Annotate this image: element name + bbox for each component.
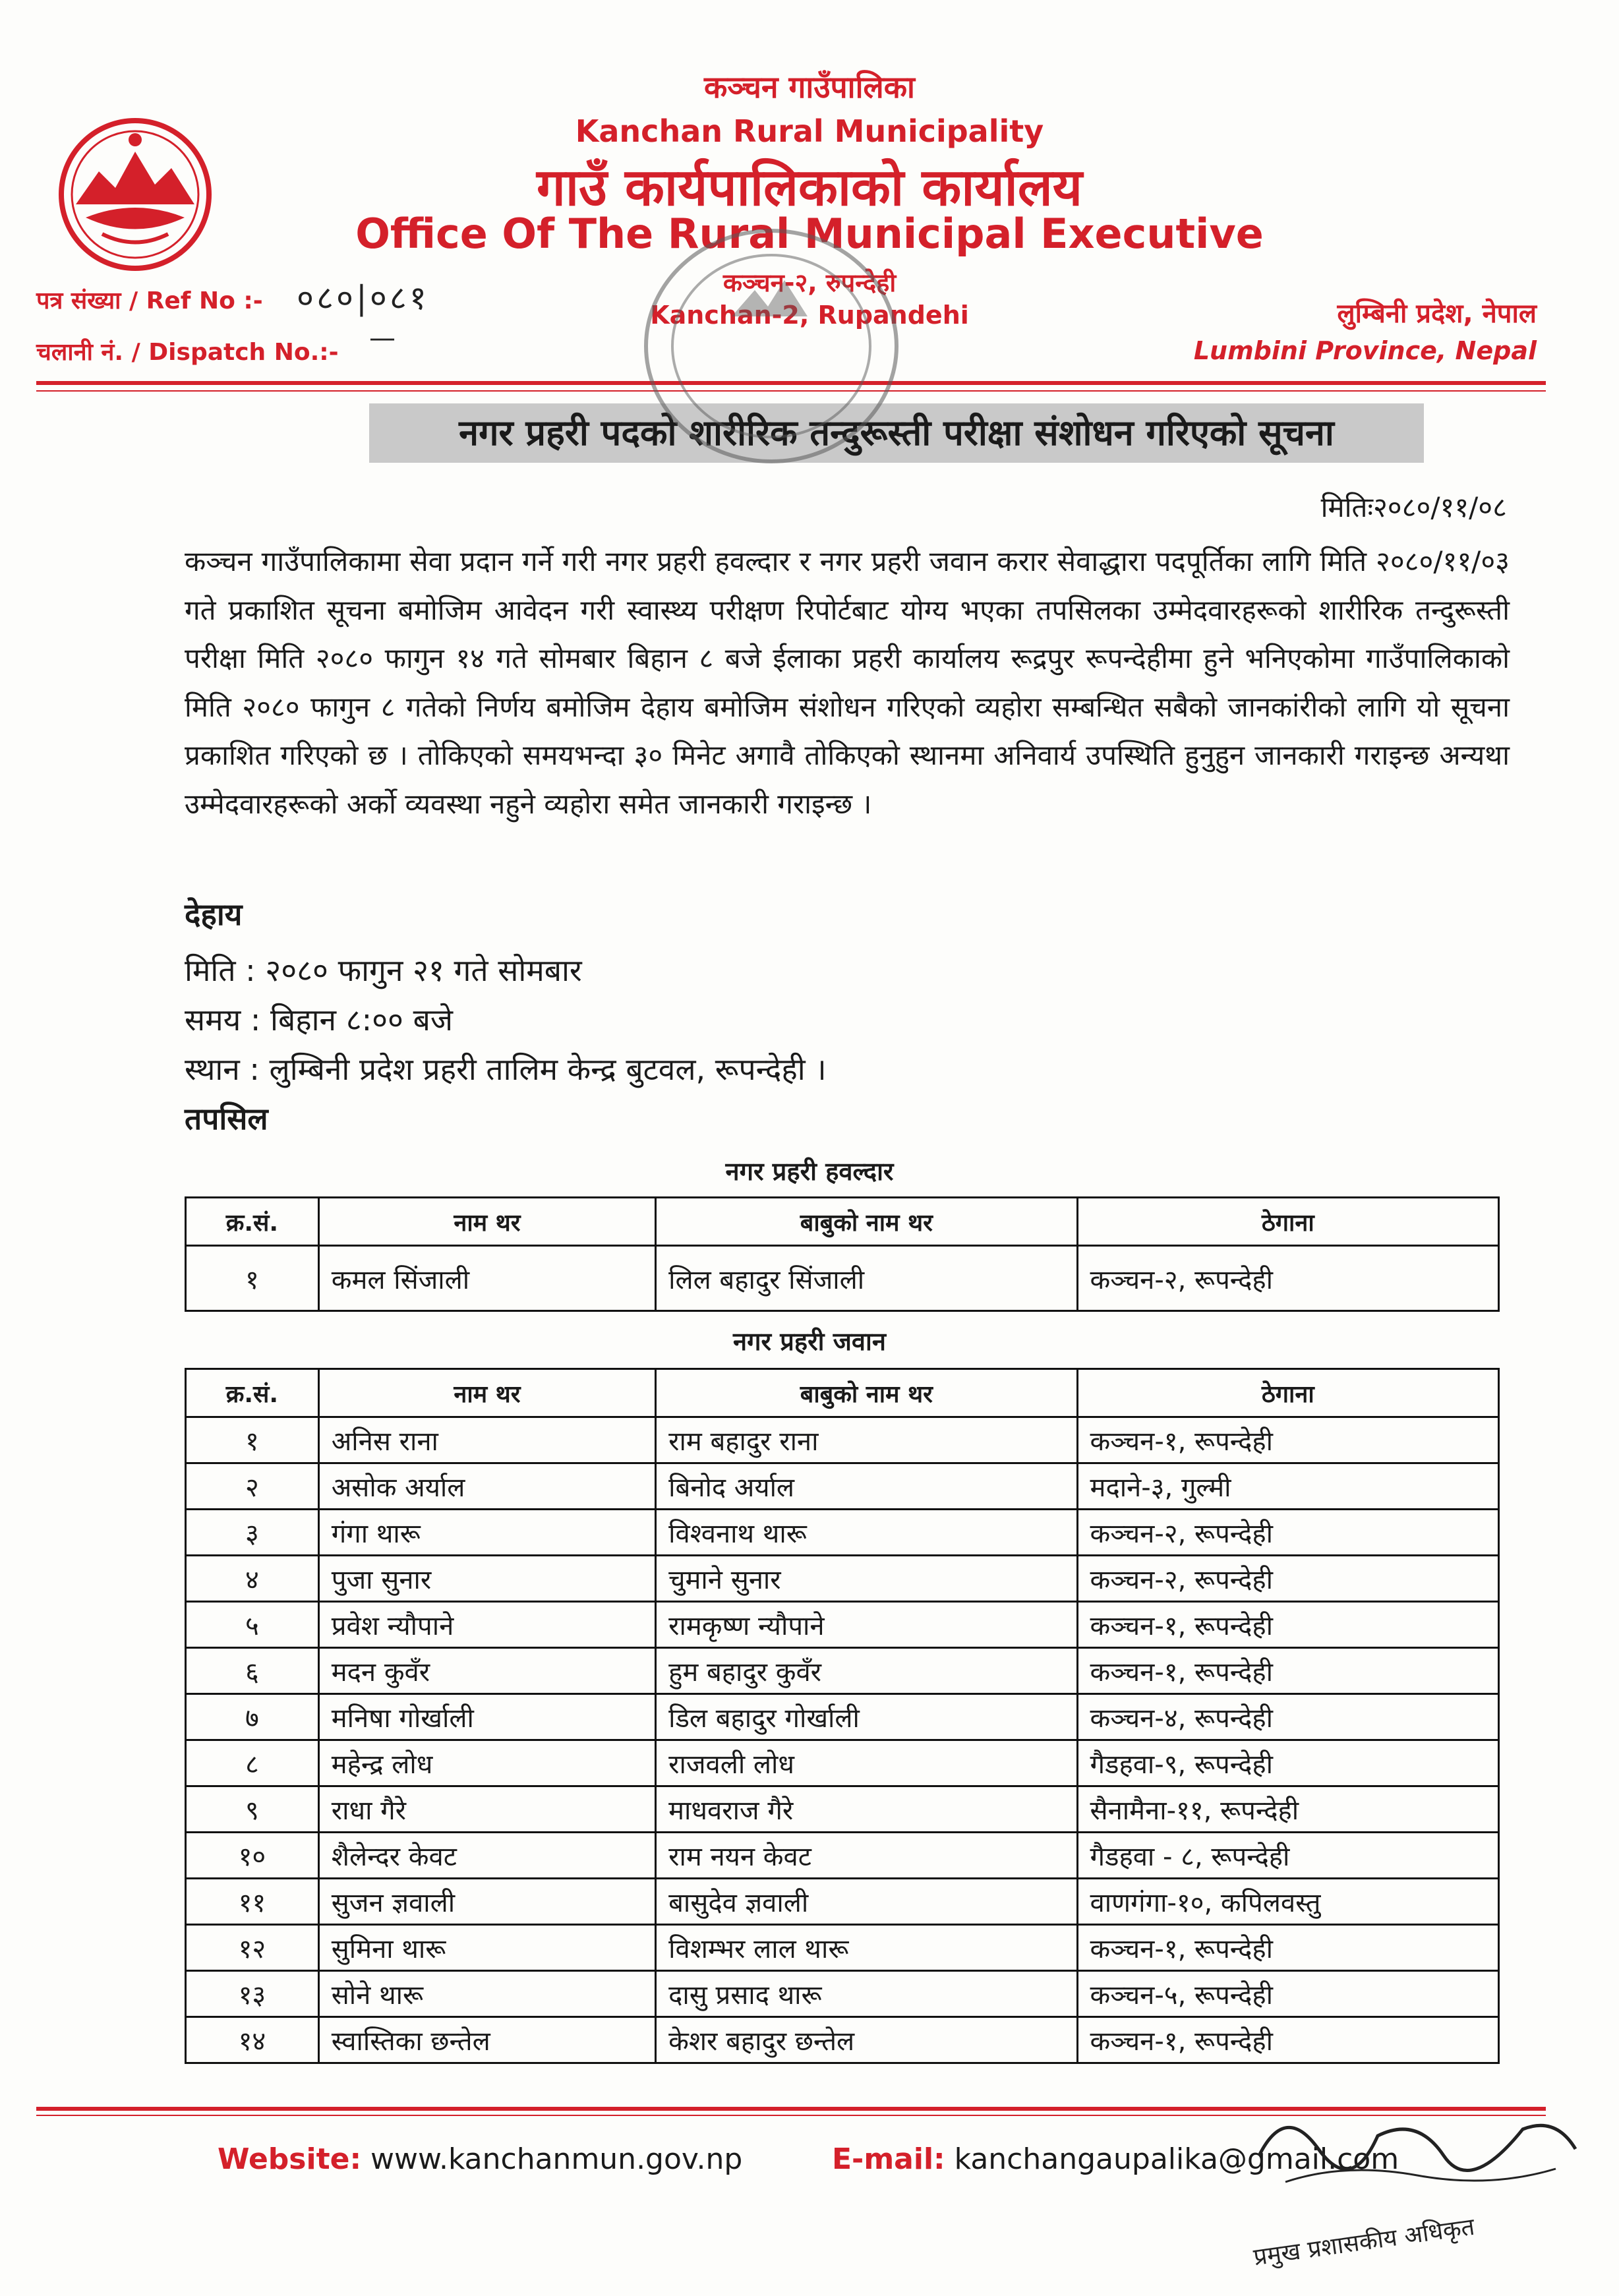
cell-father-name: विशम्भर लाल थारू (656, 1925, 1077, 1971)
cell-father-name: चुमाने सुनार (656, 1556, 1077, 1602)
table-row (186, 1246, 1499, 1311)
cell-name: असोक अर्याल (318, 1463, 655, 1510)
jawan-table-caption: नगर प्रहरी जवान (733, 1327, 886, 1356)
col-header-sn: क्र.सं. (186, 1198, 319, 1246)
cell-father-name: विश्वनाथ थारू (656, 1510, 1077, 1556)
email-link[interactable]: kanchangaupalika@gmail.com (954, 2142, 1399, 2176)
cell-sn: ५ (186, 1602, 319, 1648)
table-row (186, 1786, 1499, 1833)
notice-body-paragraph: कञ्चन गाउँपालिकामा सेवा प्रदान गर्ने गरी नगर प्रहरी हवल्दार र नगर प्रहरी जवान करार सेवाद्धारा पदपूर्तिका लागि मिति २०८०/११/०३ गते प्रकाशित सूचना बमोजिम आवेदन गरी स्वास्थ्य परीक्षण रिपोर्टबाट योग्य भएका तपसिलका उम्मेदवारहरूको शारीरिक तन्दुरूस्ती परीक्षा मिति २०८० फागुन १४ गते सोमबार बिहान ८ बजे ईलाका प्रहरी कार्यालय रूद्रपुर रूपन्देहीमा हुने भनिएकोमा गाउँपालिकाको मिति २०८० फागुन ८ गतेको निर्णय बमोजिम देहाय बमोजिम संशोधन गरिएको व्यहोरा सम्बन्धित सबैको जानकांरीको लागि यो सूचना प्रकाशित गरिएको छ । तोकिएको समयभन्दा ३० मिनेट अगावै तोकिएको स्थानमा अनिवार्य उपस्थिति हुनुहुन जानकारी गराइन्छ अन्यथा उम्मेदवारहरूको अर्को व्यवस्था नहुने व्यहोरा समेत जानकारी गराइन्छ । (185, 545, 1510, 820)
cell-address: कञ्चन-१, रूपन्देही (1077, 2017, 1498, 2063)
address-english: Kanchan-2, Rupandehi (650, 301, 969, 330)
table-row (186, 1694, 1499, 1740)
col-header-father-name: बाबुको नाम थर (656, 1198, 1077, 1246)
signatory-title: प्रमुख प्रशासकीय अधिकृत (1252, 2213, 1477, 2272)
col-header-sn: क्र.सं. (186, 1369, 319, 1417)
cell-sn: ८ (186, 1740, 319, 1786)
col-header-father-name: बाबुको नाम थर (656, 1369, 1077, 1417)
notice-date: मितिः२०८०/११/०८ (1320, 491, 1507, 523)
table-row (186, 1463, 1499, 1510)
cell-name: सुजन ज्ञवाली (318, 1879, 655, 1925)
cell-father-name: हुम बहादुर कुवँर (656, 1648, 1077, 1694)
cell-sn: १ (186, 1417, 319, 1463)
cell-address: सैनामैना-११, रूपन्देही (1077, 1786, 1498, 1833)
schedule-heading: तपसिल (185, 1101, 268, 1136)
table-row (186, 1556, 1499, 1602)
cell-father-name: दासु प्रसाद थारू (656, 1971, 1077, 2017)
exam-time-line: समय : बिहान ८:०० बजे (185, 1002, 453, 1038)
cell-sn: १ (186, 1246, 319, 1311)
cell-address: कञ्चन-१, रूपन्देही (1077, 1648, 1498, 1694)
ref-no-value: ०८०|०८१ (297, 279, 429, 317)
cell-name: शैलेन्दर केवट (318, 1833, 655, 1879)
cell-address: कञ्चन-२, रूपन्देही (1077, 1510, 1498, 1556)
col-header-address: ठेगाना (1077, 1369, 1498, 1417)
jawan-table (185, 1368, 1500, 2064)
cell-address: वाणगंगा-१०, कपिलवस्तु (1077, 1879, 1498, 1925)
table-header-row (186, 1369, 1499, 1417)
cell-name: सोने थारू (318, 1971, 655, 2017)
cell-name: अनिस राना (318, 1417, 655, 1463)
table-row (186, 1417, 1499, 1463)
footer-website (218, 2142, 742, 2176)
cell-father-name: राम नयन केवट (656, 1833, 1077, 1879)
cell-sn: ९ (186, 1786, 319, 1833)
cell-address: मदाने-३, गुल्मी (1077, 1463, 1498, 1510)
cell-address: गैडहवा - ८, रूपन्देही (1077, 1833, 1498, 1879)
office-name-nepali: गाउँ कार्यपालिकाको कार्यालय (537, 158, 1082, 218)
table-row (186, 1925, 1499, 1971)
cell-father-name: राजवली लोध (656, 1740, 1077, 1786)
cell-address: कञ्चन-१, रूपन्देही (1077, 1602, 1498, 1648)
table-row (186, 1879, 1499, 1925)
cell-sn: २ (186, 1463, 319, 1510)
cell-address: कञ्चन-१, रूपन्देही (1077, 1417, 1498, 1463)
col-header-name: नाम थर (318, 1198, 655, 1246)
cell-name: सुमिना थारू (318, 1925, 655, 1971)
province-nepali: लुम्बिनी प्रदेश, नेपाल (1337, 299, 1537, 329)
exam-date-line: मिति : २०८० फागुन २१ गते सोमबार (185, 953, 582, 988)
cell-sn: ७ (186, 1694, 319, 1740)
cell-sn: ६ (186, 1648, 319, 1694)
table-row (186, 2017, 1499, 2063)
cell-name: महेन्द्र लोध (318, 1740, 655, 1786)
cell-sn: १३ (186, 1971, 319, 2017)
cell-address: कञ्चन-२, रूपन्देही (1077, 1246, 1498, 1311)
municipality-name-english: Kanchan Rural Municipality (575, 113, 1044, 149)
table-row (186, 1648, 1499, 1694)
table-row (186, 1510, 1499, 1556)
cell-sn: १० (186, 1833, 319, 1879)
cell-father-name: बिनोद अर्याल (656, 1463, 1077, 1510)
province-english: Lumbini Province, Nepal (1193, 336, 1537, 365)
cell-sn: ४ (186, 1556, 319, 1602)
municipality-name-nepali: कञ्चन गाउँपालिका (704, 69, 915, 105)
website-label: Website: (218, 2142, 362, 2176)
cell-address: कञ्चन-५, रूपन्देही (1077, 1971, 1498, 2017)
havaldar-table-caption: नगर प्रहरी हवल्दार (725, 1157, 894, 1186)
table-row (186, 1971, 1499, 2017)
address-nepali: कञ्चन-२, रुपन्देही (722, 268, 897, 297)
cell-address: गैडहवा-९, रूपन्देही (1077, 1740, 1498, 1786)
ref-no-label: पत्र संख्या / Ref No :- (36, 287, 263, 314)
table-header-row (186, 1198, 1499, 1246)
cell-father-name: रामकृष्ण न्यौपाने (656, 1602, 1077, 1648)
details-heading: देहाय (185, 897, 243, 932)
cell-name: मदन कुवँर (318, 1648, 655, 1694)
cell-address: कञ्चन-२, रूपन्देही (1077, 1556, 1498, 1602)
cell-name: मनिषा गोर्खाली (318, 1694, 655, 1740)
cell-father-name: लिल बहादुर सिंजाली (656, 1246, 1077, 1311)
cell-name: राधा गैरे (318, 1786, 655, 1833)
website-link[interactable]: www.kanchanmun.gov.np (370, 2142, 743, 2176)
cell-name: पुजा सुनार (318, 1556, 655, 1602)
cell-address: कञ्चन-१, रूपन्देही (1077, 1925, 1498, 1971)
office-name-english: Office Of The Rural Municipal Executive (355, 210, 1264, 258)
cell-name: स्वास्तिका छन्तेल (318, 2017, 655, 2063)
table-row (186, 1602, 1499, 1648)
cell-sn: ११ (186, 1879, 319, 1925)
col-header-address: ठेगाना (1077, 1198, 1498, 1246)
table-row (186, 1740, 1499, 1786)
cell-name: गंगा थारू (318, 1510, 655, 1556)
cell-address: कञ्चन-४, रूपन्देही (1077, 1694, 1498, 1740)
cell-father-name: डिल बहादुर गोर्खाली (656, 1694, 1077, 1740)
office-seal-stamp (633, 218, 910, 475)
havaldar-table (185, 1196, 1500, 1312)
cell-father-name: राम बहादुर राना (656, 1417, 1077, 1463)
exam-venue-line: स्थान : लुम्बिनी प्रदेश प्रहरी तालिम केन्द्र बुटवल, रूपन्देही । (185, 1051, 827, 1087)
cell-sn: १२ (186, 1925, 319, 1971)
dispatch-no-label: चलानी नं. / Dispatch No.:- (36, 339, 339, 366)
cell-name: प्रवेश न्यौपाने (318, 1602, 655, 1648)
cell-sn: १४ (186, 2017, 319, 2063)
table-row (186, 1833, 1499, 1879)
cell-father-name: केशर बहादुर छन्तेल (656, 2017, 1077, 2063)
notice-title: नगर प्रहरी पदको शारीरिक तन्दुरूस्ती परीक्षा संशोधन गरिएको सूचना (369, 403, 1424, 463)
cell-father-name: माधवराज गैरे (656, 1786, 1077, 1833)
cell-sn: ३ (186, 1510, 319, 1556)
cell-name: कमल सिंजाली (318, 1246, 655, 1311)
cell-father-name: बासुदेव ज्ञवाली (656, 1879, 1077, 1925)
dispatch-no-value: — (369, 323, 396, 353)
email-label: E-mail: (832, 2142, 945, 2176)
col-header-name: नाम थर (318, 1369, 655, 1417)
